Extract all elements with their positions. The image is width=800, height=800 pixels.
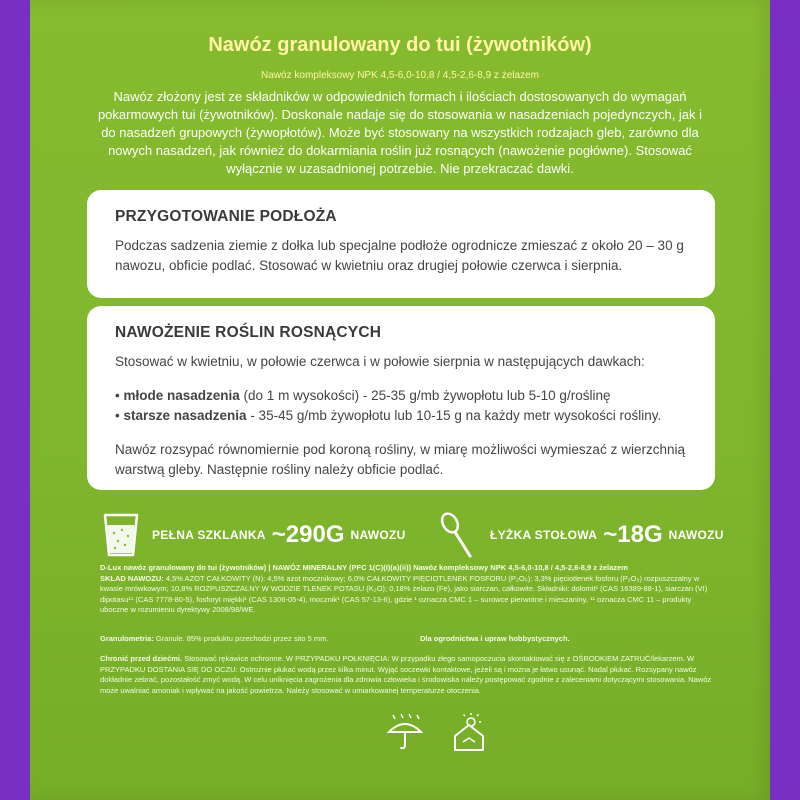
package-back xyxy=(30,0,770,800)
spoon-value: ~18G xyxy=(603,521,663,548)
soil-preparation-heading: PRZYGOTOWANIE PODŁOŻA xyxy=(115,208,337,225)
glass-label: PEŁNA SZKLANKA xyxy=(152,528,266,542)
composition-block xyxy=(100,563,720,616)
spoon-suffix: NAWOZU xyxy=(668,528,724,542)
glass-icon xyxy=(102,511,140,559)
soil-preparation-card xyxy=(87,190,715,298)
hobby-use-text: Dla ogrodnictwa i upraw hobbystycznych. xyxy=(420,634,570,643)
glass-value: ~290G xyxy=(271,521,345,548)
spoon-icon xyxy=(440,511,478,559)
spoon-measure xyxy=(440,510,724,560)
granulometry-text: Granule. 85% produktu przechodzi przez sito 5 mm. xyxy=(153,634,329,643)
storage-symbols xyxy=(385,712,489,757)
product-registration-line: D-Lux nawóz granulowany do tui (żywotników) | NAWÓZ MINERALNY (PFC 1(C)(I)(a)(ii)) Nawóz kompleksowy NPK 4,5-6,0-10,8 / 4,5-2,6-8,9 z żelazem xyxy=(100,563,628,572)
feeding-card xyxy=(87,306,715,490)
dosage-item-older: • starsze nasadzenia - 35-45 g/mb żywopłotu lub 10-15 g na każdy metr wysokości rośliny. xyxy=(115,408,662,423)
safety-label: Chronić przed dziećmi. xyxy=(100,654,183,663)
safety-text: Stosować rękawice ochronne. W PRZYPADKU POŁKNIĘCIA: W przypadku złego samopoczucia skontaktować się z OŚRODKIEM ZATRUĆ/lekarzem. W PRZYPADKU DOSTANIA SIĘ DO OCZU: Ostrożnie płukać wodą przez kilka minut. Wyjąć soczewki kontaktowe, jeżeli są i można je łatwo usunąć. Nadal płukać. Rozsypany nawóz dokładnie zebrać, pozostałość zmyć wodą. W celu uniknięcia zagrożenia dla zdrowia człowieka i środowiska należy postępować zgodnie z zaleceniami dotyczącymi stosowania. Nawóz może uwalniać amoniak i wpływać na jakość powietrza. Należy stosować w umiarkowanej temperaturze otoczenia. xyxy=(100,654,712,695)
keep-from-sun-icon xyxy=(449,712,489,757)
product-title: Nawóz granulowany do tui (żywotników) xyxy=(208,34,592,56)
dosage-item-young: • młode nasadzenia (do 1 m wysokości) - 25-35 g/mb żywopłotu lub 5-10 g/roślinę xyxy=(115,388,611,403)
feeding-application-text: Nawóz rozsypać równomiernie pod koroną rośliny, w miarę możliwości wymieszać z wierzchnią warstwą gleby. Następnie rośliny należy obficie podlać. xyxy=(115,442,685,477)
safety-block xyxy=(100,654,720,696)
dosage-list xyxy=(115,386,685,426)
feeding-lead: Stosować w kwietniu, w połowie czerwca i w połowie sierpnia w następujących dawkach: xyxy=(115,354,645,369)
feeding-heading: NAWOŻENIE ROŚLIN ROSNĄCYCH xyxy=(115,324,382,341)
granulometry-block xyxy=(100,634,720,645)
granulometry-label: Granulometria: xyxy=(100,634,154,643)
product-subtitle: Nawóz kompleksowy NPK 4,5-6,0-10,8 / 4,5-2,6-8,9 z żelazem xyxy=(261,70,539,81)
glass-measure xyxy=(102,510,406,560)
soil-preparation-text: Podczas sadzenia ziemie z dołka lub specjalne podłoże ogrodnicze zmieszać z około 20 – 30 g nawozu, obficie podlać. Stosować w kwietniu oraz drugiej połowie czerwca i sierpnia. xyxy=(115,238,684,273)
composition-text: SKŁAD NAWOZU: 4,5% AZOT CAŁKOWITY (N): 4,5% azot mocznikowy; 6,0% CAŁKOWITY PIĘCIOTLENEK FOSFORU (P₂O₅): 3,3% pięciotlenek fosforu (P₂O₅) rozpuszczalny w kwasie mrówkowym; 10,8% ROZPUSZCZALNY W WODZIE TLENEK POTASU (K₂O); 0,18% żelazo (Fe), jako siarczan, całkowite. Składniki: dolomit¹ (CAS 16389-88-1), siarczan (VI) dipotasu¹¹ (CAS 7778-80-5), fosforyt miękki¹ (CAS 1306-05-4), mocznik¹ (CAS 57-13-6), gdzie ¹ oznacza CMC 1 – surowce pierwotne i mieszaniny, ¹¹ oznacza CMC 11 – produkty uboczne w rozumieniu dyrektywy 2008/98/WE. xyxy=(100,573,708,614)
glass-suffix: NAWOZU xyxy=(350,528,406,542)
spoon-label: ŁYŻKA STOŁOWA xyxy=(490,528,598,542)
keep-dry-icon xyxy=(385,712,425,757)
product-description: Nawóz złożony jest ze składników w odpowiednich formach i ilościach dostosowanych do wymagań pokarmowych tui (żywotników). Doskonale nadaje się do stosowania w nasadzeniach pojedynczych, jak i do nasadzeń grupowych (żywopłotów). Może być stosowany na wszystkich rodzajach gleb, zarówno dla nowych nasadzeń, jak również do dokarmiania roślin już rosnących (nawożenie pogłówne). Stosować wyłącznie w uzasadnionej potrzebie. Nie przekraczać dawki. xyxy=(97,89,703,176)
